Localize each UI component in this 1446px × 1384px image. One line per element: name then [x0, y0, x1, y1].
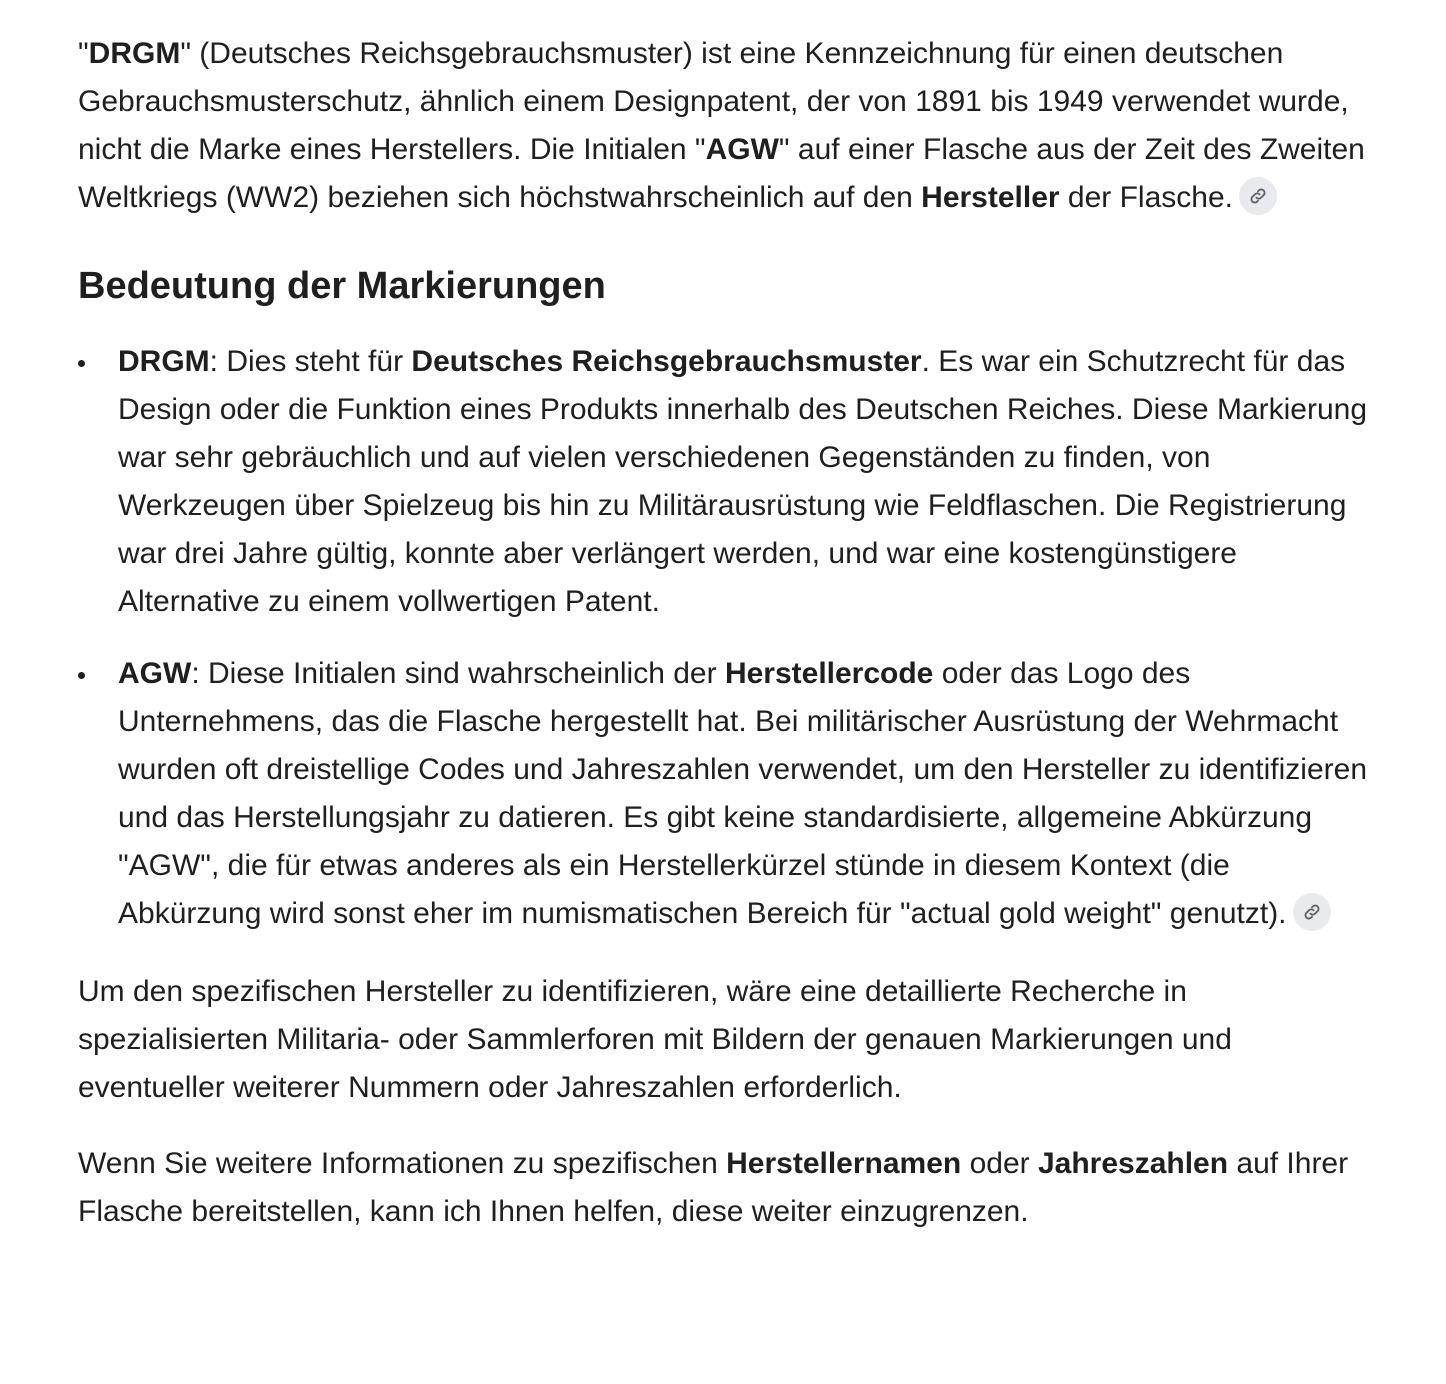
- bullet: [78, 360, 85, 367]
- link-icon: [1248, 186, 1268, 206]
- list-item-text: : Diese Initialen sind wahrscheinlich der: [191, 657, 725, 690]
- list-item-text: . Es war ein Schutzrecht für das Design oder die Funktion eines Produkts innerhalb des Deutschen Reiches. Diese Markierung war sehr gebräuchlich und auf vielen verschiedenen Gegenständen zu finden, von Werkzeugen über Spielzeug bis hin zu Militärausrüstung wie Feldflaschen. Die Registrierung war drei Jahre gültig, konnte aber verlängert werden, und war eine kostengünstigere Alternative zu einem vollwertigen Patent.: [118, 345, 1368, 618]
- intro-text-3: der Flasche.: [1059, 181, 1233, 214]
- intro-text-2: " auf einer Flasche aus der Zeit des Zweiten Weltkriegs (WW2) beziehen sich höchstwahrscheinlich auf den: [78, 133, 1365, 214]
- response-content: [78, 30, 1378, 1236]
- closing-bold-2: Jahreszahlen: [1037, 1147, 1229, 1180]
- source-link-button[interactable]: [1293, 893, 1331, 931]
- section-heading: Bedeutung der Markierungen: [78, 265, 606, 307]
- intro-drgm: DRGM: [88, 37, 181, 70]
- closing-bold-1: Herstellernamen: [726, 1147, 962, 1180]
- list-item-agw: [78, 650, 1378, 938]
- intro-agw: AGW: [705, 133, 779, 166]
- closing-paragraph: [78, 1140, 1378, 1236]
- list-item-term: DRGM: [118, 345, 210, 378]
- markings-list: [78, 338, 1378, 938]
- closing-text-2: oder: [961, 1147, 1038, 1180]
- source-link-button[interactable]: [1239, 177, 1277, 215]
- link-icon: [1302, 902, 1322, 922]
- list-item-text: : Dies steht für: [209, 345, 412, 378]
- closing-text-1: Wenn Sie weitere Informationen zu spezifischen: [78, 1147, 727, 1180]
- intro-paragraph: [78, 30, 1378, 222]
- research-paragraph: Um den spezifischen Hersteller zu identifizieren, wäre eine detaillierte Recherche in spezialisierten Militaria- oder Sammlerforen mit Bildern der genauen Markierungen und eventueller weiterer Nummern oder Jahreszahlen erforderlich.: [78, 975, 1232, 1104]
- list-item-bold: Deutsches Reichsgebrauchsmuster: [411, 345, 922, 378]
- intro-hersteller: Hersteller: [921, 181, 1060, 214]
- intro-quote: ": [78, 37, 89, 70]
- list-item-bold: Herstellercode: [724, 657, 934, 690]
- intro-text-1: " (Deutsches Reichsgebrauchsmuster) ist eine Kennzeichnung für einen deutschen Gebrauchsmusterschutz, ähnlich einem Designpatent, der von 1891 bis 1949 verwendet wurde, nicht die Marke eines Herstellers. Die Initialen ": [78, 37, 1349, 166]
- bullet: [78, 672, 85, 679]
- list-item-drgm: [78, 338, 1378, 626]
- closing-text-3: auf Ihrer Flasche bereitstellen, kann ich Ihnen helfen, diese weiter einzugrenzen.: [78, 1147, 1349, 1228]
- list-item-text: oder das Logo des Unternehmens, das die Flasche hergestellt hat. Bei militärischer Ausrüstung der Wehrmacht wurden oft dreistellige Codes und Jahreszahlen verwendet, um den Hersteller zu identifizieren und das Herstellungsjahr zu datieren. Es gibt keine standardisierte, allgemeine Abkürzung "AGW", die für etwas anderes als ein Herstellerkürzel stünde in diesem Kontext (die Abkürzung wird sonst eher im numismatischen Bereich für "actual gold weight" genutzt).: [118, 657, 1368, 930]
- list-item-term: AGW: [118, 657, 192, 690]
